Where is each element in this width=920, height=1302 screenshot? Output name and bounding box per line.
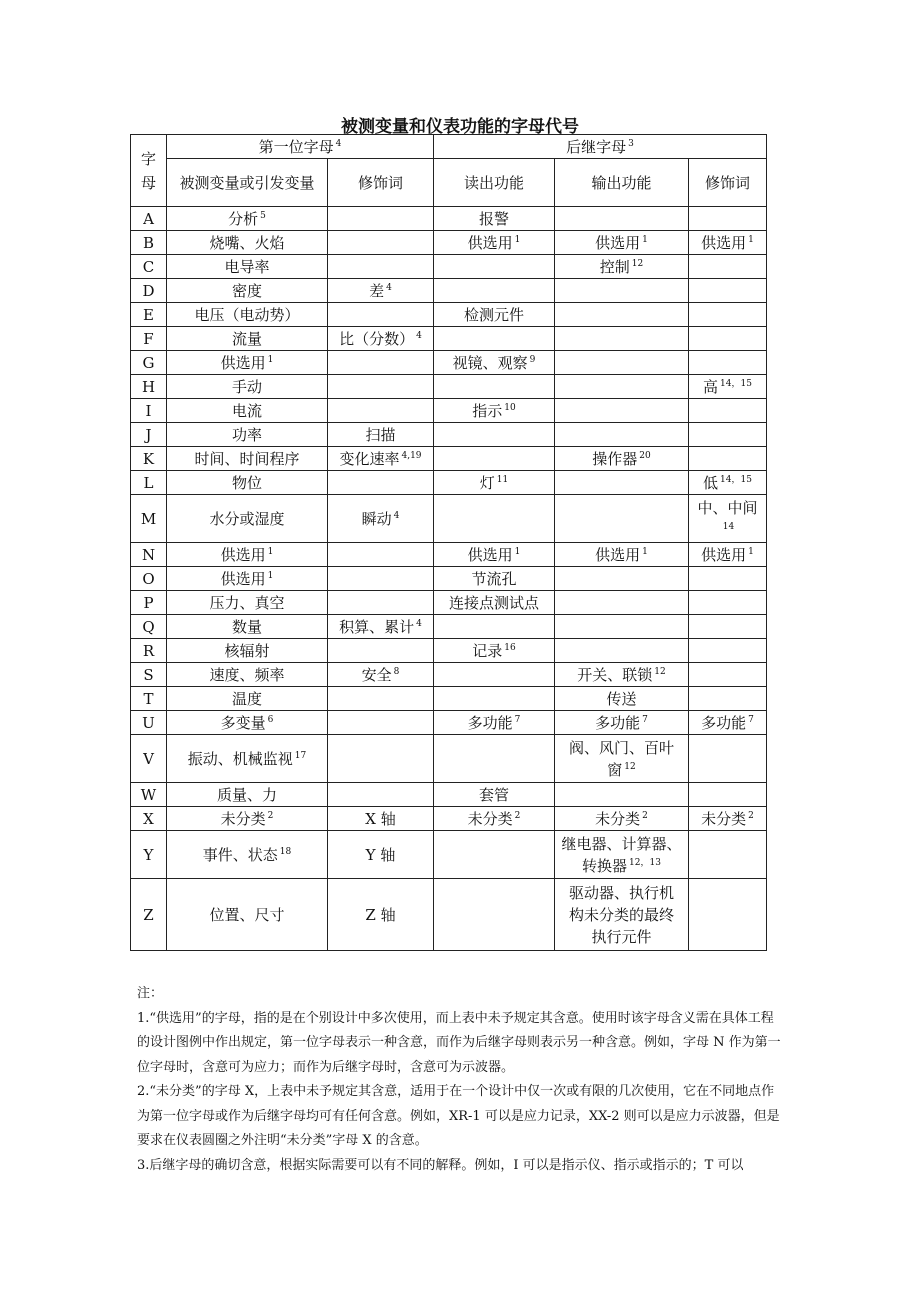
readout-function-cell: 连接点测试点 — [434, 591, 555, 615]
letter-cell: N — [131, 543, 167, 567]
output-function-cell — [555, 495, 689, 543]
readout-function-cell — [434, 495, 555, 543]
modifier-2-cell — [689, 663, 767, 687]
readout-function-header: 读出功能 — [434, 159, 555, 207]
modifier-2-cell: 低 $^{14,15}$ — [689, 471, 767, 495]
modifier-cell — [328, 543, 434, 567]
modifier-cell — [328, 639, 434, 663]
letter-cell: V — [131, 735, 167, 783]
modifier-2-cell — [689, 879, 767, 951]
readout-function-cell — [434, 279, 555, 303]
letter-cell: Z — [131, 879, 167, 951]
table-row — [131, 327, 767, 351]
modifier-cell — [328, 711, 434, 735]
measured-variable-cell: 多变量 $^6$ — [167, 711, 328, 735]
measured-variable-cell: 手动 — [167, 375, 328, 399]
output-function-cell: 驱动器、执行机构未分类的最终执行元件 — [555, 879, 689, 951]
output-function-cell: 多功能 $^7$ — [555, 711, 689, 735]
table-row — [131, 207, 767, 231]
table-row — [131, 615, 767, 639]
letter-cell: M — [131, 495, 167, 543]
output-function-cell — [555, 207, 689, 231]
table-row — [131, 831, 767, 879]
output-function-cell — [555, 351, 689, 375]
output-function-cell — [555, 399, 689, 423]
letter-cell: Y — [131, 831, 167, 879]
modifier-cell — [328, 303, 434, 327]
output-function-cell — [555, 303, 689, 327]
readout-function-cell: 检测元件 — [434, 303, 555, 327]
readout-function-cell — [434, 615, 555, 639]
measured-variable-cell: 电压（电动势） — [167, 303, 328, 327]
modifier-2-cell — [689, 735, 767, 783]
output-function-cell: 操作器 $^{20}$ — [555, 447, 689, 471]
output-function-cell — [555, 615, 689, 639]
modifier-2-cell — [689, 591, 767, 615]
readout-function-cell: 指示 $^{10}$ — [434, 399, 555, 423]
modifier-cell — [328, 399, 434, 423]
modifier-header: 修饰词 — [328, 159, 434, 207]
first-letter-header: 第一位字母 $^4$ — [167, 135, 434, 159]
table-row — [131, 783, 767, 807]
letter-cell: I — [131, 399, 167, 423]
letter-cell: R — [131, 639, 167, 663]
measured-variable-cell: 电导率 — [167, 255, 328, 279]
modifier-2-cell — [689, 207, 767, 231]
measured-variable-cell: 流量 — [167, 327, 328, 351]
measured-variable-cell: 未分类 $^2$ — [167, 807, 328, 831]
letter-cell: L — [131, 471, 167, 495]
modifier-2-cell — [689, 423, 767, 447]
output-function-cell — [555, 471, 689, 495]
table-row — [131, 231, 767, 255]
table-row — [131, 591, 767, 615]
measured-variable-cell: 核辐射 — [167, 639, 328, 663]
measured-variable-cell: 供选用 $^1$ — [167, 567, 328, 591]
table-row — [131, 495, 767, 543]
output-function-cell — [555, 375, 689, 399]
output-function-cell: 开关、联锁 $^{12}$ — [555, 663, 689, 687]
output-function-cell: 未分类 $^2$ — [555, 807, 689, 831]
page-title: 被测变量和仪表功能的字母代号 — [341, 117, 579, 137]
output-function-cell: 传送 — [555, 687, 689, 711]
modifier-2-cell — [689, 687, 767, 711]
readout-function-cell — [434, 687, 555, 711]
modifier-cell — [328, 471, 434, 495]
modifier-2-cell — [689, 567, 767, 591]
modifier-cell — [328, 255, 434, 279]
output-function-cell — [555, 567, 689, 591]
measured-variable-cell: 时间、时间程序 — [167, 447, 328, 471]
measured-variable-cell: 振动、机械监视 $^{17}$ — [167, 735, 328, 783]
modifier-cell — [328, 207, 434, 231]
modifier-2-cell — [689, 783, 767, 807]
modifier-2-cell: 多功能 $^7$ — [689, 711, 767, 735]
modifier-cell — [328, 591, 434, 615]
letter-cell: X — [131, 807, 167, 831]
letter-cell: W — [131, 783, 167, 807]
table-row — [131, 735, 767, 783]
measured-variable-cell: 质量、力 — [167, 783, 328, 807]
modifier-cell: Z 轴 — [328, 879, 434, 951]
output-function-cell — [555, 591, 689, 615]
measured-variable-cell: 烧嘴、火焰 — [167, 231, 328, 255]
output-function-cell: 继电器、计算器、转换器 $^{12,13}$ — [555, 831, 689, 879]
measured-variable-cell: 速度、频率 — [167, 663, 328, 687]
letter-cell: G — [131, 351, 167, 375]
table-row — [131, 375, 767, 399]
modifier-2-cell — [689, 303, 767, 327]
modifier-2-cell — [689, 831, 767, 879]
readout-function-cell: 灯 $^{11}$ — [434, 471, 555, 495]
letter-cell: T — [131, 687, 167, 711]
measured-variable-cell: 分析 $^5$ — [167, 207, 328, 231]
measured-variable-cell: 供选用 $^1$ — [167, 543, 328, 567]
letter-cell: P — [131, 591, 167, 615]
readout-function-cell: 供选用 $^1$ — [434, 231, 555, 255]
modifier-cell: 比（分数） $^4$ — [328, 327, 434, 351]
letter-cell: C — [131, 255, 167, 279]
modifier-cell: 变化速率 $^{4,19}$ — [328, 447, 434, 471]
modifier-cell — [328, 231, 434, 255]
measured-variable-cell: 电流 — [167, 399, 328, 423]
output-function-cell — [555, 423, 689, 447]
readout-function-cell: 套管 — [434, 783, 555, 807]
modifier-cell — [328, 783, 434, 807]
table-row — [131, 351, 767, 375]
table-row — [131, 807, 767, 831]
letter-cell: O — [131, 567, 167, 591]
measured-variable-cell: 供选用 $^1$ — [167, 351, 328, 375]
modifier-2-cell — [689, 255, 767, 279]
readout-function-cell: 未分类 $^2$ — [434, 807, 555, 831]
modifier-cell: X 轴 — [328, 807, 434, 831]
readout-function-cell — [434, 327, 555, 351]
readout-function-cell: 记录 $^{16}$ — [434, 639, 555, 663]
letter-code-table — [130, 134, 767, 951]
note-3: 3.后继字母的确切含意，根据实际需要可以有不同的解释。例如，I 可以是指示仪、指示或指示的；T 可以 — [137, 1157, 744, 1173]
letter-cell: H — [131, 375, 167, 399]
table-row — [131, 399, 767, 423]
table-row — [131, 543, 767, 567]
letter-cell: E — [131, 303, 167, 327]
modifier-cell: 安全 $^8$ — [328, 663, 434, 687]
readout-function-cell: 供选用 $^1$ — [434, 543, 555, 567]
modifier-cell — [328, 735, 434, 783]
letter-cell: Q — [131, 615, 167, 639]
modifier-2-cell — [689, 639, 767, 663]
measured-variable-cell: 温度 — [167, 687, 328, 711]
measured-variable-cell: 压力、真空 — [167, 591, 328, 615]
table-row — [131, 879, 767, 951]
output-function-cell — [555, 783, 689, 807]
modifier-cell — [328, 687, 434, 711]
modifier-cell: Y 轴 — [328, 831, 434, 879]
output-function-cell — [555, 327, 689, 351]
readout-function-cell — [434, 831, 555, 879]
letter-cell: D — [131, 279, 167, 303]
table-row — [131, 663, 767, 687]
letter-header: 字母 — [131, 135, 167, 207]
readout-function-cell: 报警 — [434, 207, 555, 231]
measured-variable-cell: 水分或湿度 — [167, 495, 328, 543]
output-function-cell: 控制 $^{12}$ — [555, 255, 689, 279]
readout-function-cell — [434, 663, 555, 687]
output-function-cell: 供选用 $^1$ — [555, 543, 689, 567]
readout-function-cell — [434, 735, 555, 783]
subsequent-letter-header: 后继字母 $^3$ — [434, 135, 767, 159]
table-row — [131, 303, 767, 327]
table-row — [131, 279, 767, 303]
output-function-cell — [555, 279, 689, 303]
measured-variable-cell: 物位 — [167, 471, 328, 495]
modifier-2-cell: 高 $^{14,15}$ — [689, 375, 767, 399]
modifier-2-cell: 供选用 $^1$ — [689, 231, 767, 255]
letter-cell: F — [131, 327, 167, 351]
modifier-2-cell: 未分类 $^2$ — [689, 807, 767, 831]
modifier-2-cell: 供选用 $^1$ — [689, 543, 767, 567]
modifier-2-cell: 中、中间$^{14}$ — [689, 495, 767, 543]
modifier-cell — [328, 375, 434, 399]
modifier-2-cell — [689, 615, 767, 639]
readout-function-cell — [434, 879, 555, 951]
measured-variable-header: 被测变量或引发变量 — [167, 159, 328, 207]
modifier-2-cell — [689, 351, 767, 375]
output-function-cell: 阀、风门、百叶窗 $^{12}$ — [555, 735, 689, 783]
readout-function-cell: 视镜、观察 $^9$ — [434, 351, 555, 375]
table-row — [131, 687, 767, 711]
measured-variable-cell: 数量 — [167, 615, 328, 639]
modifier-2-cell — [689, 399, 767, 423]
output-function-cell: 供选用 $^1$ — [555, 231, 689, 255]
measured-variable-cell: 位置、尺寸 — [167, 879, 328, 951]
table-row — [131, 471, 767, 495]
modifier-cell — [328, 567, 434, 591]
table-row — [131, 255, 767, 279]
modifier-2-cell — [689, 447, 767, 471]
readout-function-cell: 节流孔 — [434, 567, 555, 591]
modifier-2-cell — [689, 279, 767, 303]
modifier-cell: 扫描 — [328, 423, 434, 447]
note-1: 1.“供选用”的字母，指的是在个别设计中多次使用，而上表中未予规定其含意。使用时该字母含义需在具体工程的设计图例中作出规定，第一位字母表示一种含意，而作为后继字母则表示另一种含意。例如，字母 N 作为第一位字母时，含意可为应力；而作为后继字母时，含意可为示波器。 — [137, 1010, 781, 1075]
letter-cell: S — [131, 663, 167, 687]
readout-function-cell — [434, 423, 555, 447]
measured-variable-cell: 密度 — [167, 279, 328, 303]
measured-variable-cell: 功率 — [167, 423, 328, 447]
note-2: 2.“未分类”的字母 X，上表中未予规定其含意，适用于在一个设计中仅一次或有限的几次使用，它在不同地点作为第一位字母或作为后继字母均可有任何含意。例如，XR-1 可以是应力记录，XX-2 则可以是应力示波器，但是要求在仪表圆圈之外注明“未分类”字母 X 的含意。 — [137, 1084, 780, 1148]
letter-cell: U — [131, 711, 167, 735]
table-row — [131, 711, 767, 735]
letter-cell: K — [131, 447, 167, 471]
measured-variable-cell: 事件、状态 $^{18}$ — [167, 831, 328, 879]
modifier-cell: 差 $^4$ — [328, 279, 434, 303]
letter-cell: B — [131, 231, 167, 255]
readout-function-cell: 多功能 $^7$ — [434, 711, 555, 735]
notes-label: 注： — [137, 986, 164, 1001]
modifier-cell: 瞬动 $^4$ — [328, 495, 434, 543]
modifier-cell — [328, 351, 434, 375]
table-row — [131, 447, 767, 471]
table-row — [131, 639, 767, 663]
table-row — [131, 567, 767, 591]
output-function-cell — [555, 639, 689, 663]
modifier-cell: 积算、累计 $^4$ — [328, 615, 434, 639]
letter-cell: J — [131, 423, 167, 447]
modifier-header-2: 修饰词 — [689, 159, 767, 207]
readout-function-cell — [434, 447, 555, 471]
notes-section — [137, 982, 782, 1178]
readout-function-cell — [434, 375, 555, 399]
letter-cell: A — [131, 207, 167, 231]
output-function-header: 输出功能 — [555, 159, 689, 207]
readout-function-cell — [434, 255, 555, 279]
modifier-2-cell — [689, 327, 767, 351]
table-row — [131, 423, 767, 447]
